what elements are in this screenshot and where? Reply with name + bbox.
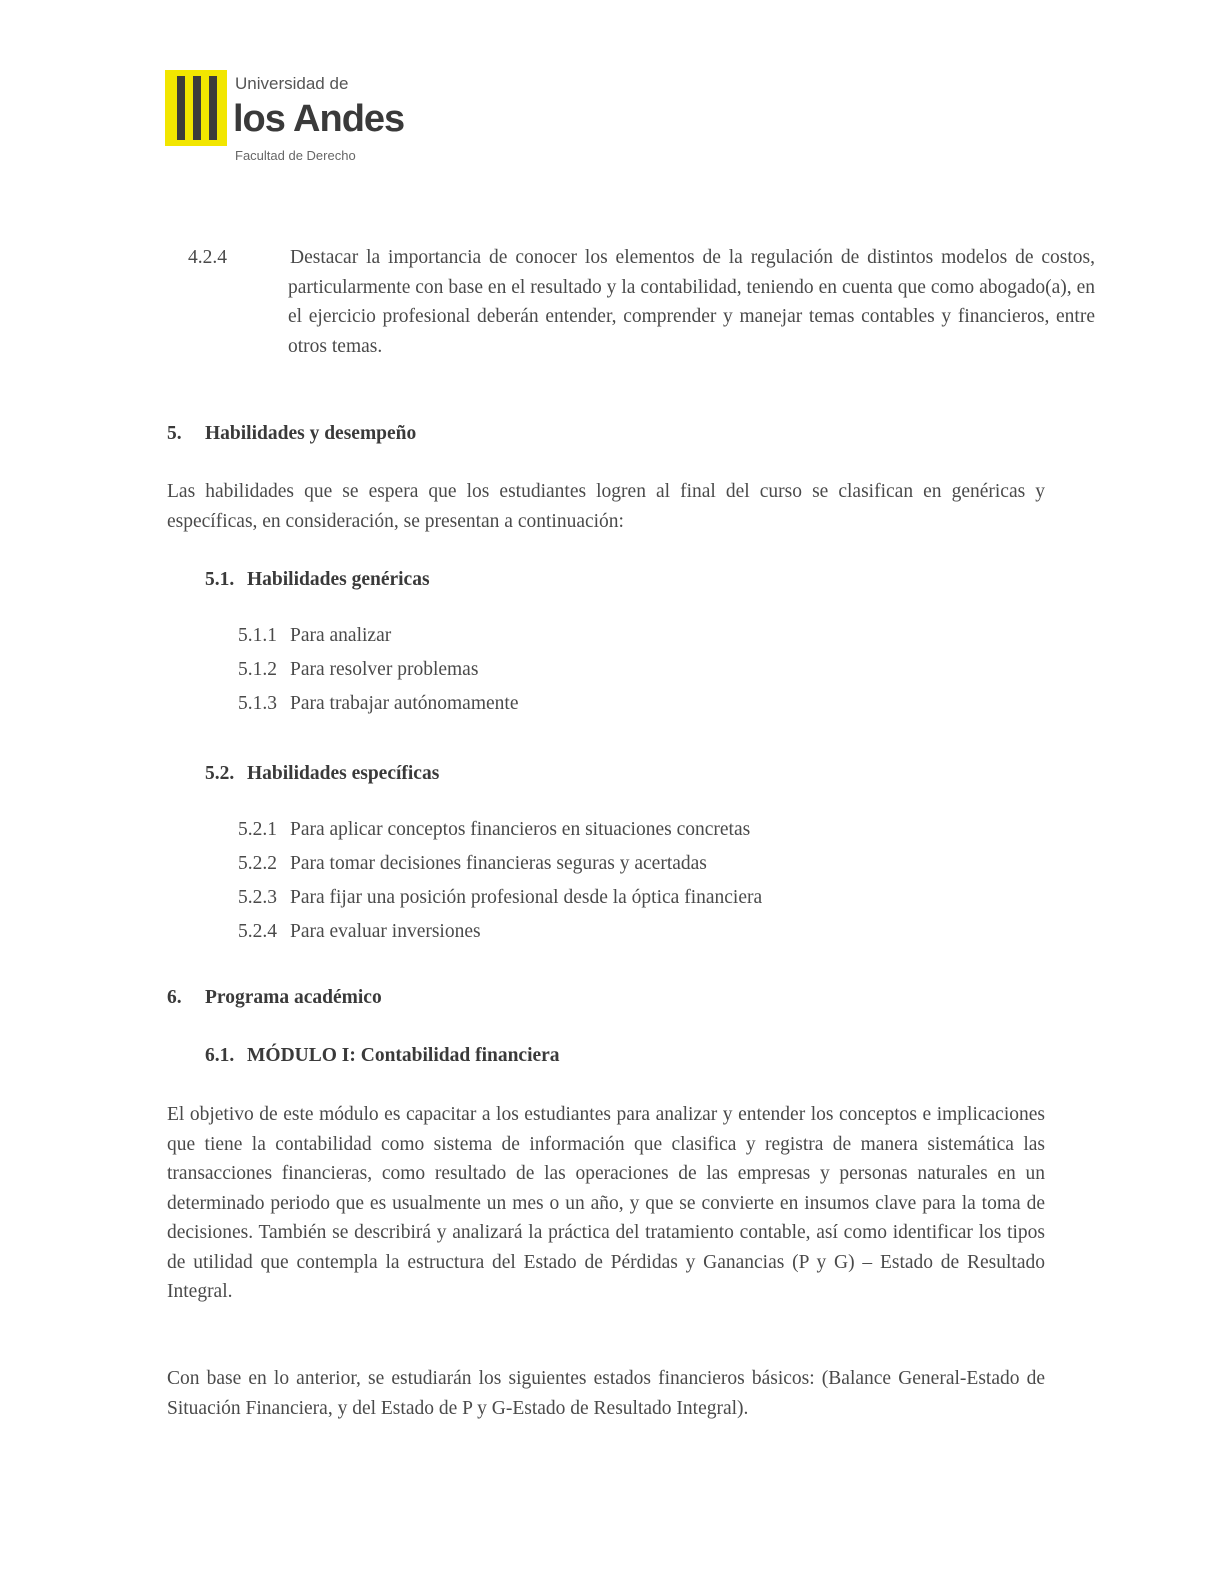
- list-item: 5.1.3 Para trabajar autónomamente: [238, 693, 519, 714]
- list-item: 5.1.1 Para analizar: [238, 625, 392, 646]
- logo-line-2: los Andes: [233, 98, 405, 140]
- section-5-1-heading: [205, 565, 430, 595]
- university-logo: [165, 70, 415, 170]
- section-5-2-heading: [205, 759, 439, 789]
- logo-line-1: Universidad de: [235, 74, 349, 93]
- objective-text: Destacar la importancia de conocer los elementos de la regulación de distintos modelos de costos, particularmente con base en el resultado y la contabilidad, teniendo en cuenta que como abogado(a), en el ejercicio profesional deberán entender, comprender y manejar temas contables y financieros, entre otros temas.: [288, 247, 1095, 357]
- section-6-1-heading: [205, 1041, 560, 1071]
- list-item: 5.2.4 Para evaluar inversiones: [238, 921, 481, 942]
- objective-paragraph: [188, 243, 1095, 361]
- section-5-heading: [167, 419, 416, 449]
- section-6-number: 6.: [167, 987, 182, 1008]
- list-item: 5.1.2 Para resolver problemas: [238, 659, 479, 680]
- list-item: 5.2.3 Para fijar una posición profesional desde la óptica financiera: [238, 887, 763, 908]
- section-5-title: Habilidades y desempeño: [205, 423, 417, 444]
- section-6-title: Programa académico: [205, 987, 382, 1008]
- list-item: 5.2.2 Para tomar decisiones financieras seguras y acertadas: [238, 853, 707, 874]
- section-5-2-number: 5.2.: [205, 763, 235, 784]
- section-6-1-title: MÓDULO I: Contabilidad financiera: [247, 1045, 560, 1066]
- section-5-1-number: 5.1.: [205, 569, 235, 590]
- module-1-paragraph-2: Con base en lo anterior, se estudiarán los siguientes estados financieros básicos: (Balance General-Estado de Situación Financiera, y del Estado de P y G-Estado de Resultado Integral).: [167, 1368, 1045, 1419]
- section-6-1-number: 6.1.: [205, 1045, 235, 1066]
- list-item: 5.2.1 Para aplicar conceptos financieros en situaciones concretas: [238, 819, 751, 840]
- logo-mark-icon: [165, 70, 227, 146]
- module-1-paragraph: El objetivo de este módulo es capacitar a los estudiantes para analizar y entender los conceptos e implicaciones que tiene la contabilidad como sistema de información que clasifica y registra de manera sistemática las transacciones financieras, como resultado de las operaciones de las empresas y personas naturales en un determinado periodo que es usualmente un mes o un año, y que se convierte en insumos clave para la toma de decisiones. También se describirá y analizará la práctica del tratamiento contable, así como identificar los tipos de utilidad que contempla la estructura del Estado de Pérdidas y Ganancias (P y G) – Estado de Resultado Integral.: [167, 1104, 1045, 1302]
- section-6-heading: [167, 983, 382, 1013]
- objective-number: 4.2.4: [188, 247, 227, 268]
- logo-line-3: Facultad de Derecho: [235, 148, 356, 163]
- section-5-intro: Las habilidades que se espera que los estudiantes logren al final del curso se clasifican en genéricas y específicas, en consideración, se presentan a continuación:: [167, 481, 1045, 532]
- section-5-2-title: Habilidades específicas: [247, 763, 440, 784]
- section-5-1-title: Habilidades genéricas: [247, 569, 430, 590]
- section-5-number: 5.: [167, 423, 182, 444]
